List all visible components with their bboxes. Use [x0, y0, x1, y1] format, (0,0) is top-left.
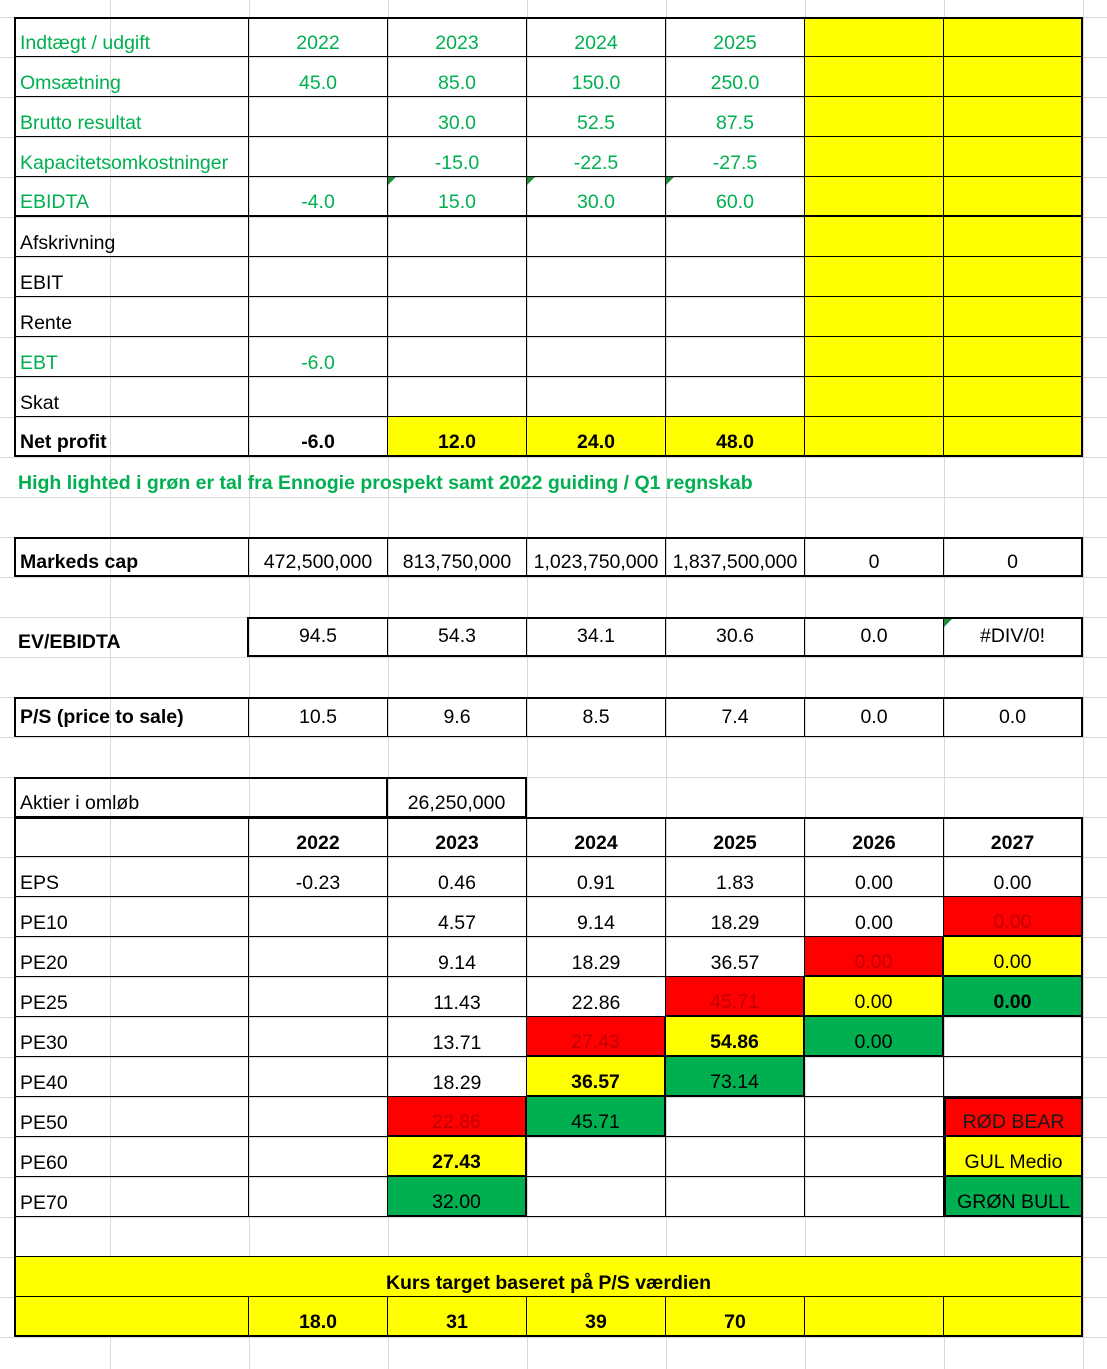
pe-value[interactable]	[805, 1057, 944, 1097]
comment-indicator-icon	[944, 619, 952, 627]
legend-grn[interactable]: GRØN BULL	[944, 1177, 1083, 1217]
row-label[interactable]: Afskrivning	[14, 217, 249, 257]
value-cell[interactable]: 30.0	[388, 97, 527, 137]
row-label[interactable]: EBIT	[14, 257, 249, 297]
value-cell[interactable]	[805, 417, 944, 457]
value-cell[interactable]	[944, 97, 1083, 137]
value-cell[interactable]	[944, 137, 1083, 177]
value-cell[interactable]	[805, 177, 944, 217]
value-cell[interactable]: -22.5	[527, 137, 666, 177]
value-cell[interactable]: -15.0	[388, 137, 527, 177]
value-cell[interactable]	[944, 57, 1083, 97]
pe-value[interactable]: -0.23	[249, 857, 388, 897]
ev-ebidta-value[interactable]: #DIV/0!	[944, 617, 1083, 657]
value-cell[interactable]	[388, 217, 527, 257]
pe-value[interactable]	[944, 1057, 1083, 1097]
pe-value[interactable]: 22.86	[388, 1097, 527, 1137]
value-cell[interactable]	[805, 257, 944, 297]
pe-value[interactable]: 27.43	[388, 1137, 527, 1177]
pe-value[interactable]: 0.00	[944, 977, 1083, 1017]
legend-red[interactable]: RØD BEAR	[944, 1097, 1083, 1137]
pe-header-year[interactable]: 2026	[805, 817, 944, 857]
value-cell[interactable]: 15.0	[388, 177, 527, 217]
pe-value[interactable]: 9.14	[527, 897, 666, 937]
value-cell[interactable]: 30.0	[527, 177, 666, 217]
pe-value[interactable]: 73.14	[666, 1057, 805, 1097]
blank-row[interactable]	[14, 1217, 1083, 1257]
value-cell[interactable]: -27.5	[666, 137, 805, 177]
pe-value[interactable]: 18.29	[527, 937, 666, 977]
row-label[interactable]: EBT	[14, 337, 249, 377]
target-title[interactable]: Kurs target baseret på P/S værdien	[14, 1257, 1083, 1297]
ps-value[interactable]: 0.0	[805, 697, 944, 737]
pe-value[interactable]: 32.00	[388, 1177, 527, 1217]
pe-row-label[interactable]: EPS	[14, 857, 249, 897]
pe-value[interactable]: 0.00	[805, 1017, 944, 1057]
pe-header-blank[interactable]	[14, 817, 249, 857]
pe-value[interactable]	[249, 1177, 388, 1217]
pe-row-label[interactable]: PE50	[14, 1097, 249, 1137]
value-cell[interactable]	[944, 257, 1083, 297]
value-cell[interactable]	[249, 137, 388, 177]
target-label[interactable]	[14, 1297, 249, 1337]
value-cell[interactable]	[527, 337, 666, 377]
legend-yellow[interactable]: GUL Medio	[944, 1137, 1083, 1177]
value-cell[interactable]	[249, 297, 388, 337]
target-value[interactable]: 70	[666, 1297, 805, 1337]
value-cell[interactable]	[805, 217, 944, 257]
header-year[interactable]: 2025	[666, 17, 805, 57]
pe-value[interactable]: 0.00	[805, 977, 944, 1017]
pe-value[interactable]: 0.00	[944, 897, 1083, 937]
value-cell[interactable]	[805, 377, 944, 417]
ev-ebidta-value[interactable]: 54.3	[388, 617, 527, 657]
value-cell[interactable]	[944, 337, 1083, 377]
market-cap-value[interactable]: 1,837,500,000	[666, 537, 805, 577]
value-cell[interactable]	[527, 377, 666, 417]
ev-ebidta-value[interactable]: 30.6	[666, 617, 805, 657]
pe-value[interactable]	[249, 977, 388, 1017]
pe-value[interactable]: 0.46	[388, 857, 527, 897]
pe-value[interactable]: 45.71	[666, 977, 805, 1017]
ev-ebidta-value[interactable]: 94.5	[249, 617, 388, 657]
pe-row-label[interactable]: PE30	[14, 1017, 249, 1057]
header-label[interactable]: Indtægt / udgift	[14, 17, 249, 57]
pe-value[interactable]: 0.00	[805, 857, 944, 897]
value-cell[interactable]	[388, 297, 527, 337]
pe-row-label[interactable]: PE25	[14, 977, 249, 1017]
value-cell[interactable]	[944, 417, 1083, 457]
value-cell[interactable]	[805, 297, 944, 337]
ps-value[interactable]: 9.6	[388, 697, 527, 737]
value-cell[interactable]: 250.0	[666, 57, 805, 97]
row-label[interactable]: Kapacitetsomkostninger	[14, 137, 249, 177]
ps-label[interactable]: P/S (price to sale)	[14, 697, 249, 737]
market-cap-value[interactable]: 0	[805, 537, 944, 577]
pe-header-year[interactable]: 2024	[527, 817, 666, 857]
comment-indicator-icon	[388, 177, 396, 185]
ev-ebidta-value[interactable]: 34.1	[527, 617, 666, 657]
pe-value[interactable]: 45.71	[527, 1097, 666, 1137]
pe-value[interactable]: 4.57	[388, 897, 527, 937]
value-cell[interactable]	[527, 297, 666, 337]
pe-value[interactable]	[805, 1137, 944, 1177]
market-cap-value[interactable]: 472,500,000	[249, 537, 388, 577]
value-cell[interactable]	[388, 257, 527, 297]
pe-value[interactable]	[666, 1137, 805, 1177]
pe-value[interactable]: 1.83	[666, 857, 805, 897]
value-cell[interactable]: 48.0	[666, 417, 805, 457]
pe-value[interactable]	[249, 1137, 388, 1177]
pe-value[interactable]: 11.43	[388, 977, 527, 1017]
header-year[interactable]: 2022	[249, 17, 388, 57]
header-year[interactable]: 2024	[527, 17, 666, 57]
target-value[interactable]	[944, 1297, 1083, 1337]
pe-value[interactable]: 0.91	[527, 857, 666, 897]
row-label[interactable]: EBIDTA	[14, 177, 249, 217]
pe-value[interactable]	[249, 1097, 388, 1137]
value-cell[interactable]: 24.0	[527, 417, 666, 457]
pe-value[interactable]	[249, 1017, 388, 1057]
value-cell[interactable]: -6.0	[249, 417, 388, 457]
shares-value[interactable]: 26,250,000	[388, 777, 527, 817]
ps-value[interactable]: 8.5	[527, 697, 666, 737]
value-cell[interactable]	[805, 57, 944, 97]
value-cell[interactable]	[666, 337, 805, 377]
header-year[interactable]	[944, 17, 1083, 57]
pe-value[interactable]: 0.00	[805, 937, 944, 977]
value-cell[interactable]: 52.5	[527, 97, 666, 137]
pe-value[interactable]	[666, 1177, 805, 1217]
pe-value[interactable]	[805, 1177, 944, 1217]
value-cell[interactable]	[666, 297, 805, 337]
pe-value[interactable]	[527, 1177, 666, 1217]
target-value[interactable]	[805, 1297, 944, 1337]
value-cell[interactable]	[527, 217, 666, 257]
target-value[interactable]: 31	[388, 1297, 527, 1337]
row-label[interactable]: Omsætning	[14, 57, 249, 97]
row-label[interactable]: Brutto resultat	[14, 97, 249, 137]
market-cap-value[interactable]: 0	[944, 537, 1083, 577]
pe-row-label[interactable]: PE20	[14, 937, 249, 977]
pe-value[interactable]: 0.00	[944, 937, 1083, 977]
value-cell[interactable]	[249, 377, 388, 417]
header-year[interactable]	[805, 17, 944, 57]
value-cell[interactable]	[805, 137, 944, 177]
pe-row-label[interactable]: PE60	[14, 1137, 249, 1177]
header-year[interactable]: 2023	[388, 17, 527, 57]
value-cell[interactable]	[666, 217, 805, 257]
pe-header-year[interactable]: 2027	[944, 817, 1083, 857]
value-cell[interactable]	[388, 377, 527, 417]
pe-row-label[interactable]: PE10	[14, 897, 249, 937]
value-cell[interactable]	[805, 337, 944, 377]
value-cell[interactable]	[944, 377, 1083, 417]
market-cap-label[interactable]: Markeds cap	[14, 537, 249, 577]
value-cell[interactable]	[944, 217, 1083, 257]
shares-label[interactable]: Aktier i omløb	[14, 777, 388, 817]
value-cell[interactable]	[249, 257, 388, 297]
ps-value[interactable]: 10.5	[249, 697, 388, 737]
row-label[interactable]: Rente	[14, 297, 249, 337]
pe-value[interactable]	[249, 937, 388, 977]
value-cell[interactable]: -4.0	[249, 177, 388, 217]
value-cell[interactable]	[944, 177, 1083, 217]
pe-value[interactable]	[249, 1057, 388, 1097]
pe-row-label[interactable]: PE40	[14, 1057, 249, 1097]
pe-value[interactable]	[805, 1097, 944, 1137]
value-cell[interactable]	[388, 337, 527, 377]
value-cell[interactable]: 60.0	[666, 177, 805, 217]
pe-value[interactable]: 9.14	[388, 937, 527, 977]
ps-value[interactable]: 7.4	[666, 697, 805, 737]
pe-value[interactable]: 36.57	[666, 937, 805, 977]
market-cap-value[interactable]: 813,750,000	[388, 537, 527, 577]
ev-ebidta-value[interactable]: 0.0	[805, 617, 944, 657]
value-cell[interactable]: 85.0	[388, 57, 527, 97]
pe-value[interactable]: 0.00	[805, 897, 944, 937]
pe-value[interactable]	[249, 897, 388, 937]
pe-value[interactable]: 0.00	[944, 857, 1083, 897]
pe-header-year[interactable]: 2022	[249, 817, 388, 857]
value-cell[interactable]	[249, 217, 388, 257]
value-cell[interactable]: -6.0	[249, 337, 388, 377]
comment-indicator-icon	[527, 177, 535, 185]
value-cell[interactable]	[805, 97, 944, 137]
pe-row-label[interactable]: PE70	[14, 1177, 249, 1217]
pe-value[interactable]: 54.86	[666, 1017, 805, 1057]
ev-ebidta-label[interactable]: EV/EBIDTA	[18, 631, 121, 654]
target-value[interactable]: 39	[527, 1297, 666, 1337]
pe-value[interactable]: 18.29	[388, 1057, 527, 1097]
pe-value[interactable]: 36.57	[527, 1057, 666, 1097]
value-cell[interactable]: 45.0	[249, 57, 388, 97]
pe-header-year[interactable]: 2023	[388, 817, 527, 857]
comment-indicator-icon	[666, 177, 674, 185]
market-cap-value[interactable]: 1,023,750,000	[527, 537, 666, 577]
ps-value[interactable]: 0.0	[944, 697, 1083, 737]
row-label[interactable]: Skat	[14, 377, 249, 417]
pe-value[interactable]	[944, 1017, 1083, 1057]
value-cell[interactable]	[944, 297, 1083, 337]
pe-header-year[interactable]: 2025	[666, 817, 805, 857]
value-cell[interactable]: 150.0	[527, 57, 666, 97]
value-cell[interactable]: 87.5	[666, 97, 805, 137]
pe-value[interactable]: 22.86	[527, 977, 666, 1017]
pe-value[interactable]: 18.29	[666, 897, 805, 937]
value-cell[interactable]	[249, 97, 388, 137]
highlight-note: High lighted i grøn er tal fra Ennogie prospekt samt 2022 guiding / Q1 regnskab	[18, 472, 753, 494]
target-value[interactable]: 18.0	[249, 1297, 388, 1337]
pe-value[interactable]: 13.71	[388, 1017, 527, 1057]
value-cell[interactable]	[527, 257, 666, 297]
row-label[interactable]: Net profit	[14, 417, 249, 457]
value-cell[interactable]: 12.0	[388, 417, 527, 457]
pe-value[interactable]	[527, 1137, 666, 1177]
value-cell[interactable]	[666, 257, 805, 297]
value-cell[interactable]	[666, 377, 805, 417]
pe-value[interactable]: 27.43	[527, 1017, 666, 1057]
pe-value[interactable]	[666, 1097, 805, 1137]
